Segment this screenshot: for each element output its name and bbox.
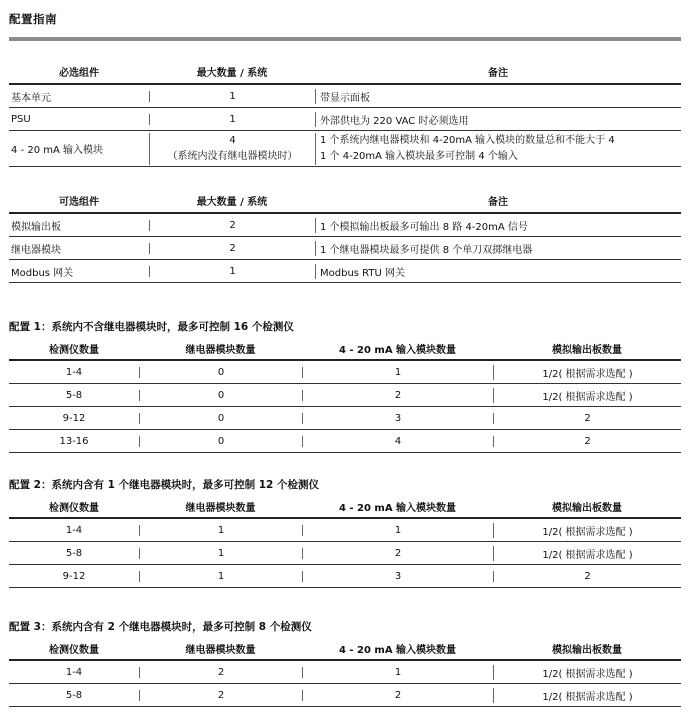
max-condition: （系统内没有继电器模块时） bbox=[167, 150, 298, 162]
relay-count-cell: 1 bbox=[139, 571, 302, 582]
max-cell: 1 bbox=[149, 266, 315, 277]
header-cell: 继电器模块数量 bbox=[185, 503, 256, 514]
header-cell: 4 - 20 mA 输入模块数量 bbox=[338, 503, 457, 514]
component-cell: 基本单元 bbox=[11, 92, 51, 104]
input-module-count-cell: 1 bbox=[302, 525, 493, 536]
header-cell: 备注 bbox=[488, 197, 508, 208]
input-module-count-cell: 3 bbox=[302, 571, 493, 582]
analog-output-count-cell: 1/2( 根据需求选配 ) bbox=[493, 665, 681, 680]
input-module-count-cell: 2 bbox=[302, 690, 493, 701]
detector-count-cell: 1-4 bbox=[65, 524, 83, 536]
header-cell: 最大数量 / 系统 bbox=[196, 68, 268, 79]
table-row bbox=[9, 519, 681, 541]
input-module-count-cell: 2 bbox=[302, 548, 493, 559]
header-cell: 必选组件 bbox=[59, 68, 99, 79]
detector-count-cell: 1-4 bbox=[65, 366, 83, 378]
config-1-table bbox=[9, 338, 681, 453]
title-rule bbox=[9, 37, 681, 41]
config-1-heading: 配置 1：系统内不含继电器模块时，最多可控制 16 个检测仪 bbox=[9, 321, 294, 333]
table-row bbox=[9, 108, 681, 130]
config-2-table bbox=[9, 496, 681, 588]
max-cell: 2 bbox=[149, 220, 315, 231]
relay-count-cell: 2 bbox=[139, 667, 302, 678]
table-header-row bbox=[9, 638, 681, 659]
table-header-row bbox=[9, 496, 681, 517]
analog-output-count-cell: 2 bbox=[493, 571, 681, 582]
detector-count-cell: 5-8 bbox=[65, 689, 83, 701]
input-module-count-cell: 1 bbox=[302, 367, 493, 378]
max-cell bbox=[149, 133, 315, 165]
table-row bbox=[9, 85, 681, 107]
note-line: 1 个系统内继电器模块和 4-20mA 输入模块的数量总和不能大于 4 bbox=[320, 134, 615, 146]
relay-count-cell: 0 bbox=[139, 436, 302, 447]
header-cell: 模拟输出板数量 bbox=[552, 345, 622, 356]
table-header-row bbox=[9, 60, 681, 83]
header-cell: 模拟输出板数量 bbox=[552, 645, 622, 656]
analog-output-count-cell: 2 bbox=[493, 436, 681, 447]
component-cell: 继电器模块 bbox=[11, 244, 61, 256]
header-cell: 检测仪数量 bbox=[49, 345, 99, 356]
component-cell: Modbus 网关 bbox=[11, 267, 74, 279]
note-cell: Modbus RTU 网关 bbox=[315, 264, 681, 279]
detector-count-cell: 9-12 bbox=[62, 570, 86, 582]
note-cell: 外部供电为 220 VAC 时必须选用 bbox=[315, 112, 681, 127]
header-cell: 继电器模块数量 bbox=[185, 345, 256, 356]
page-title: 配置指南 bbox=[9, 12, 57, 26]
table-row bbox=[9, 131, 681, 166]
note-cell bbox=[315, 133, 681, 165]
header-cell: 4 - 20 mA 输入模块数量 bbox=[338, 345, 457, 356]
header-cell: 继电器模块数量 bbox=[185, 645, 256, 656]
table-row bbox=[9, 260, 681, 282]
row-rule bbox=[9, 587, 681, 588]
relay-count-cell: 0 bbox=[139, 367, 302, 378]
note-cell: 1 个继电器模块最多可提供 8 个单刀双掷继电器 bbox=[315, 241, 681, 256]
analog-output-count-cell: 1/2( 根据需求选配 ) bbox=[493, 688, 681, 703]
header-cell: 可选组件 bbox=[59, 197, 99, 208]
relay-count-cell: 1 bbox=[139, 525, 302, 536]
analog-output-count-cell: 1/2( 根据需求选配 ) bbox=[493, 523, 681, 538]
table-row bbox=[9, 542, 681, 564]
row-rule bbox=[9, 706, 681, 707]
analog-output-count-cell: 1/2( 根据需求选配 ) bbox=[493, 388, 681, 403]
table-row bbox=[9, 661, 681, 683]
table-row bbox=[9, 237, 681, 259]
relay-count-cell: 1 bbox=[139, 548, 302, 559]
note-line: 1 个 4-20mA 输入模块最多可控制 4 个输入 bbox=[320, 150, 518, 162]
detector-count-cell: 5-8 bbox=[65, 389, 83, 401]
config-3-table bbox=[9, 638, 681, 707]
config-2-heading: 配置 2：系统内含有 1 个继电器模块时，最多可控制 12 个检测仪 bbox=[9, 479, 320, 491]
max-value: 4 bbox=[229, 134, 236, 146]
input-module-count-cell: 2 bbox=[302, 390, 493, 401]
row-rule bbox=[9, 166, 681, 167]
input-module-count-cell: 1 bbox=[302, 667, 493, 678]
component-cell: 模拟输出板 bbox=[11, 221, 61, 233]
input-module-count-cell: 4 bbox=[302, 436, 493, 447]
table-row bbox=[9, 361, 681, 383]
optional-components-table bbox=[9, 189, 681, 283]
max-cell: 1 bbox=[149, 114, 315, 125]
table-header-row bbox=[9, 189, 681, 212]
detector-count-cell: 5-8 bbox=[65, 547, 83, 559]
detector-count-cell: 13-16 bbox=[59, 435, 89, 447]
table-header-row bbox=[9, 338, 681, 359]
component-cell: 4 - 20 mA 输入模块 bbox=[11, 145, 103, 156]
analog-output-count-cell: 1/2( 根据需求选配 ) bbox=[493, 365, 681, 380]
relay-count-cell: 0 bbox=[139, 413, 302, 424]
row-rule bbox=[9, 452, 681, 453]
max-cell: 1 bbox=[149, 91, 315, 102]
table-row bbox=[9, 407, 681, 429]
relay-count-cell: 0 bbox=[139, 390, 302, 401]
component-cell: PSU bbox=[11, 113, 31, 125]
header-cell: 4 - 20 mA 输入模块数量 bbox=[338, 645, 457, 656]
header-cell: 备注 bbox=[488, 68, 508, 79]
header-cell: 最大数量 / 系统 bbox=[196, 197, 268, 208]
analog-output-count-cell: 1/2( 根据需求选配 ) bbox=[493, 546, 681, 561]
table-row bbox=[9, 565, 681, 587]
input-module-count-cell: 3 bbox=[302, 413, 493, 424]
row-rule bbox=[9, 282, 681, 283]
header-cell: 检测仪数量 bbox=[49, 503, 99, 514]
table-row bbox=[9, 214, 681, 236]
table-row bbox=[9, 430, 681, 452]
analog-output-count-cell: 2 bbox=[493, 413, 681, 424]
max-cell: 2 bbox=[149, 243, 315, 254]
detector-count-cell: 1-4 bbox=[65, 666, 83, 678]
required-components-table bbox=[9, 60, 681, 167]
detector-count-cell: 9-12 bbox=[62, 412, 86, 424]
config-3-heading: 配置 3：系统内含有 2 个继电器模块时，最多可控制 8 个检测仪 bbox=[9, 621, 312, 633]
table-row bbox=[9, 684, 681, 706]
header-cell: 模拟输出板数量 bbox=[552, 503, 622, 514]
note-cell: 1 个模拟输出板最多可输出 8 路 4-20mA 信号 bbox=[315, 218, 681, 233]
header-cell: 检测仪数量 bbox=[49, 645, 99, 656]
table-row bbox=[9, 384, 681, 406]
relay-count-cell: 2 bbox=[139, 690, 302, 701]
note-cell: 带显示面板 bbox=[315, 89, 681, 104]
